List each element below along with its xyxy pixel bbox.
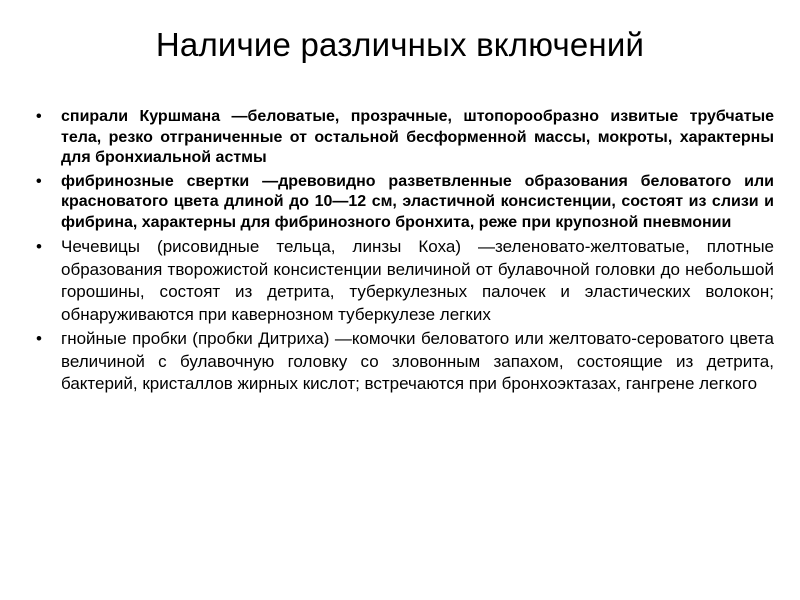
list-item — [34, 328, 774, 396]
bullet-list — [34, 107, 774, 398]
bullet-text-kurshman-spirals: спирали Куршмана —беловатые, прозрачные, штопорообразно извитые трубчатые тела, резко отграниченные от остальной бесформенной массы, мокроты, характерны для бронхиальной астмы — [61, 108, 774, 166]
list-item — [34, 236, 774, 326]
bullet-icon: • — [36, 108, 42, 125]
bullet-icon: • — [36, 329, 42, 348]
bullet-icon: • — [36, 237, 42, 256]
list-item — [34, 172, 774, 234]
bullet-text-koch-lenses: Чечевицы (рисовидные тельца, линзы Коха) —зеленовато-желтоватые, плотные образования творожистой консистенции величиной от булавочной головки до небольшой горошины, состоят из детрита, туберкулезных палочек и эластических волокон; обнаруживаются при кавернозном туберкулезе легких — [61, 237, 774, 324]
slide-title: Наличие различных включений — [155, 26, 645, 63]
list-item — [34, 107, 774, 169]
bullet-icon: • — [36, 172, 42, 190]
bullet-text-fibrinous-clots: фибринозные свертки —древовидно разветвленные образования беловатого или красноватого цвета длиной до 10—12 см, эластичной консистенции, состоят из слизи и фибрина, характерны для фибринозного бронхита, реже при крупозной пневмонии — [61, 172, 774, 231]
bullet-text-dietrich-plugs: гнойные пробки (пробки Дитриха) —комочки беловатого или желтовато-сероватого цвета величиной с булавочную головку со зловонным запахом, состоящие из детрита, бактерий, кристаллов жирных кислот; встречаются при бронхоэктазах, гангрене легкого — [61, 329, 774, 393]
